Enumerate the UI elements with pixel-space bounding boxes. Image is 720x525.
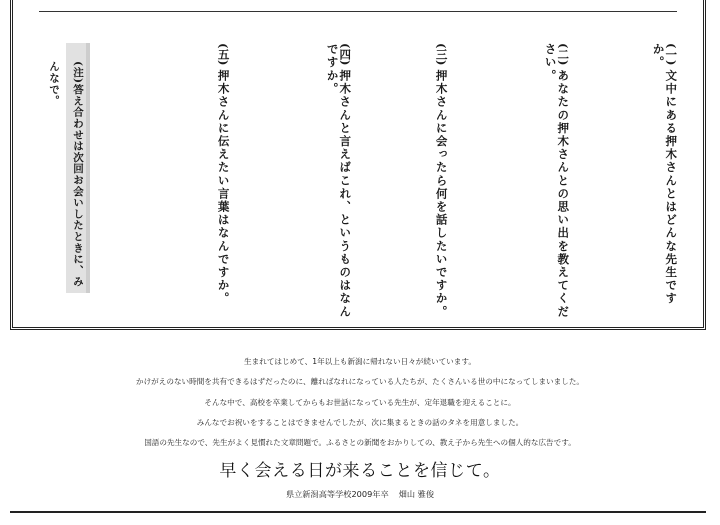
exam-sheet bbox=[10, 0, 706, 330]
question-text: 文中にある押木さんとはどんな先生ですか。 bbox=[651, 43, 679, 306]
message-line: みんなでお祝いをすることはできませんでしたが、次に集まるときの話のタネを用意しました。 bbox=[196, 417, 524, 427]
message-line: 生まれてはじめて、1年以上も新潟に帰れない日々が続いています。 bbox=[244, 357, 476, 366]
question-1 bbox=[652, 43, 677, 327]
top-rule bbox=[39, 11, 677, 12]
signature-name: 畑山 雅俊 bbox=[398, 489, 435, 499]
signature-school: 県立新潟高等学校2009年卒 bbox=[285, 489, 389, 499]
message-line: かけがえのない時間を共有できるはずだったのに、離ればなれになっている人たちが、たくさんいる世の中になってしまいました。 bbox=[135, 377, 585, 387]
question-number: (二) bbox=[556, 43, 571, 66]
question-5 bbox=[217, 43, 230, 305]
question-number: (三) bbox=[434, 43, 449, 66]
question-text: 押木さんに伝えたい言葉はなんですか。 bbox=[216, 69, 231, 306]
answer-note-box bbox=[48, 43, 90, 293]
message-line: 国語の先生なので、先生がよく見慣れた文章問題で。ふるさとの新聞をおかりしての、教え子から先生への個人的な広告です。 bbox=[144, 438, 576, 448]
question-text: あなたの押木さんとの思い出を教えてください。 bbox=[543, 43, 571, 319]
message-line: そんな中で、高校を卒業してからもお世話になっている先生が、定年退職を迎えることに。 bbox=[204, 397, 516, 407]
question-3 bbox=[435, 43, 448, 318]
signature bbox=[0, 489, 720, 500]
bottom-rule bbox=[10, 511, 706, 513]
question-text: 押木さんに会ったら何を話したいですか。 bbox=[434, 69, 449, 319]
message-block bbox=[0, 352, 720, 453]
question-number: (四) bbox=[338, 43, 353, 66]
question-number: (一) bbox=[664, 43, 679, 66]
headline: 早く会える日が来ることを信じて。 bbox=[219, 461, 501, 481]
question-number: (五) bbox=[216, 43, 231, 66]
question-4 bbox=[326, 43, 351, 327]
question-2 bbox=[544, 43, 569, 327]
answer-note: (注)答え合わせは次回お会いしたときに、みんなで。 bbox=[48, 61, 84, 288]
question-text: 押木さんと言えばこれ、というものはなんですか。 bbox=[325, 43, 353, 319]
